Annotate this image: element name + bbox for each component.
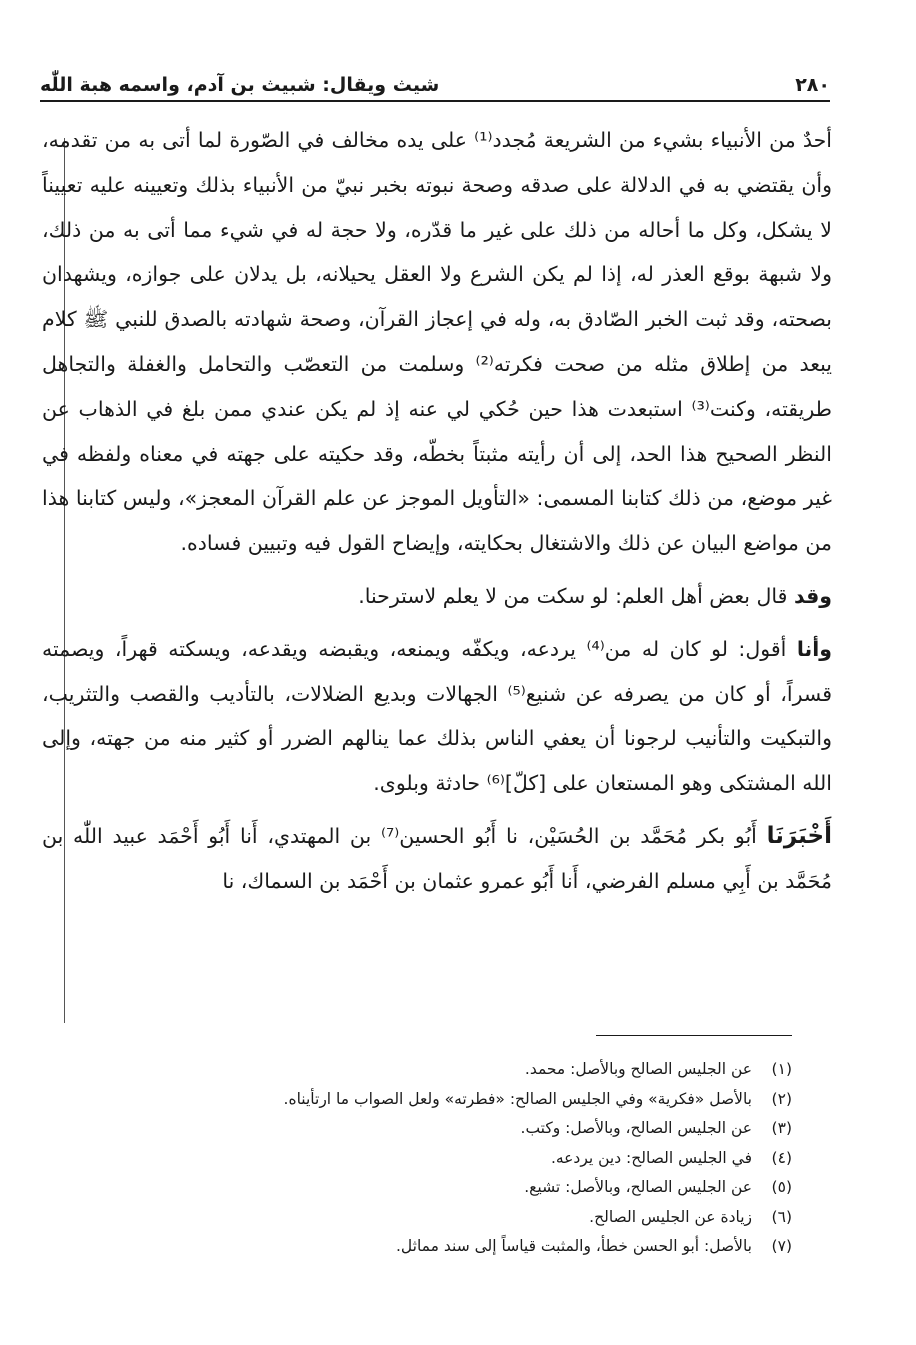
main-text [42,118,832,904]
footnote-text: في الجليس الصالح: دين يردعه. [550,1148,752,1167]
paragraph-lead: وقد [793,583,832,608]
paragraph-text: قال بعض أهل العلم: لو سكت من لا يعلم لاسترحنا. [358,583,794,608]
footnote-number: (١) [771,1060,792,1078]
paragraph-text: أَبُو بكر مُحَمَّد بن الحُسَيْن، نا أَبُو الحسين⁽⁷⁾ بن المهتدي، أَنا أَبُو أَحْمَد عبيد اللّٰه بن مُحَمَّد بن أَبِي مسلم الفرضي، أَنا أَبُو عمرو عثمان بن أَحْمَد بن السماك، نا [42,823,832,893]
footnote-text: عن الجليس الصالح وبالأصل: محمد. [524,1060,752,1078]
paragraph-lead: أَخْبَرَنَا [766,822,833,849]
footnote-number: (٢) [771,1089,792,1108]
footnote-number: (٥) [771,1178,792,1196]
footnote-text: عن الجليس الصالح، وبالأصل: وكتب. [520,1119,752,1137]
footnotes-list [42,1055,792,1262]
footnote-separator [596,1035,792,1036]
footnote-number: (٧) [771,1237,792,1255]
footnote-number: (٤) [771,1148,792,1167]
footnote-item [42,1173,792,1203]
footnote-number: (٦) [771,1207,792,1226]
footnote-item [42,1085,792,1115]
paragraph [42,118,832,566]
paragraph [42,627,832,806]
paragraph-lead: وأنا [796,636,832,661]
page-header [40,62,830,102]
running-title: شيث ويقال: شبيث بن آدم، واسمه هبة اللّٰه [40,74,440,96]
paragraph [42,574,832,619]
page-number: ٢٨٠ [795,74,830,96]
footnote-item [42,1232,792,1262]
paragraph-text: أقول: لو كان له من⁽⁴⁾ يردعه، ويكفّه ويمنعه، ويقبضه ويقدعه، ويسكته قهراً، ويصمته قسراً، أو كان من يصرفه عن شنيع⁽⁵⁾ الجهالات وبديع الضلالات، بالتأديب والقصب والتثريب، والتبكيت والتأنيب لرجونا أن يعفي الناس بذلك عما ينالهم الضرر أو كثير منه من جهته، وإلى الله المشتكى وهو المستعان على [كلّ]⁽⁶⁾ حادثة وبلوى. [42,636,832,796]
paragraph-text: أحدٌ من الأنبياء بشيء من الشريعة مُجدد⁽¹⁾ على يده مخالف في الصّورة لما أتى به من تقدمه، وأن يقتضي به في الدلالة على صدقه وصحة نبوته بخبر نبيّ من الأنبياء بذلك وتعيينه عليه تعييناً لا يشكل، وكل ما أحاله من ذلك على غير ما قدّره، ولا حجة له في شيء مما أتى به من ذلك، ولا شبهة بوقع العذر له، إذا لم يكن الشرع ولا العقل يحيلانه، بل يدلان على جوازه، ويشهدان بصحته، وقد ثبت الخبر الصّادق به، وله في إعجاز القرآن، وصحة شهادته بالصدق للنبي ﷺ كلام يبعد من إطلاق مثله من صحت فكرته⁽²⁾ وسلمت من التعصّب والتحامل والغفلة والتجاهل طريقته، وكنت⁽³⁾ استبعدت هذا حين حُكي لي عنه إذ لم يكن عندي ممن بلغ في الذهاب عن النظر الصحيح هذا الحد، إلى أن رأيته مثبتاً بخطّه، وقد حكيته على جهته في معناه ولفظه في غير موضع، من ذلك كتابنا المسمى: «التأويل الموجز عن علم القرآن المعجز»، وليس كتابنا هذا من مواضع البيان عن ذلك والاشتغال بحكايته، وإيضاح القول فيه وتبيين فساده. [42,128,833,556]
footnote-text: بالأصل: أبو الحسن خطأ، والمثبت قياساً إلى سند مماثل. [395,1237,752,1255]
footnote-text: زيادة عن الجليس الصالح. [589,1207,752,1226]
footnote-text: عن الجليس الصالح، وبالأصل: تشيع. [524,1178,752,1196]
footnote-item [42,1203,792,1233]
footnote-number: (٣) [771,1119,792,1137]
footnote-text: بالأصل «فكرية» وفي الجليس الصالح: «فطرته» ولعل الصواب ما ارتأيناه. [283,1089,752,1108]
footnote-item [42,1144,792,1174]
footnote-item [42,1055,792,1085]
footnote-item [42,1114,792,1144]
paragraph [42,814,832,904]
